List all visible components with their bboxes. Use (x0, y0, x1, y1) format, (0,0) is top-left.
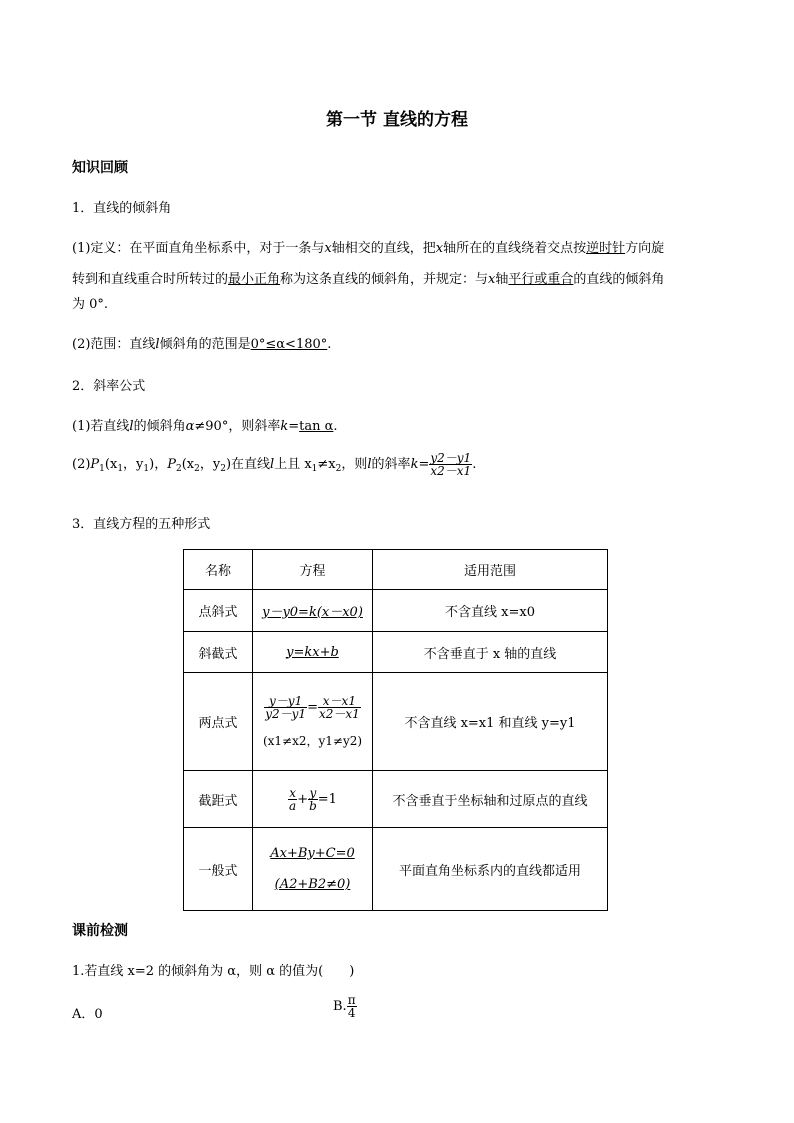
table-cell: y－y0=k(x－x0) (253, 590, 373, 632)
slope-fraction: $\frac{y2-y1}{x2-x1}$ (430, 451, 472, 478)
blank-answer: tan α (299, 419, 334, 434)
section-heading-review: 知识回顾 (72, 160, 128, 176)
option-b: B. $\frac{\pi}{4}$ (333, 993, 356, 1020)
table-header: 方程 (253, 550, 373, 590)
blank-answer: 平行或重合 (508, 272, 574, 287)
blank-answer: 0°≤α<180° (250, 337, 328, 352)
slope-line-2: $(2)P_1(x_1$，$y_1$)，$P_2(x_2$，$y_2$)在直线l上且 $x_1\ne x_2$，则l的斜率k= $\frac{y2-y1}{x2-x1}$ . (72, 451, 477, 478)
blank-answer: 最小正角 (228, 272, 281, 287)
table-cell: 一般式 (184, 828, 253, 911)
table-cell: 点斜式 (184, 590, 253, 632)
option-a: A．0 (72, 1007, 103, 1022)
slope-line-1: (1)若直线l的倾斜角α≠90°，则斜率k=tan α. (72, 419, 338, 434)
table-cell: 不含垂直于 x 轴的直线 (373, 632, 608, 673)
range-line: (2)范围：直线l倾斜角的范围是0°≤α<180°. (72, 337, 332, 352)
table-cell: 不含直线 x=x0 (373, 590, 608, 632)
table-header: 适用范围 (373, 550, 608, 590)
heading-five-forms: 3．直线方程的五种形式 (72, 517, 211, 532)
table-row (184, 673, 608, 771)
blank-answer: 逆时针 (586, 241, 626, 256)
table-cell: $\frac{y-y1}{y2-y1}$ = $\frac{x-x1}{x2-x1}$ (x1≠x2，y1≠y2) (253, 673, 373, 771)
definition-line-3: 为 0°. (72, 297, 109, 312)
table-cell: 不含垂直于坐标轴和过原点的直线 (373, 771, 608, 828)
table-row (184, 771, 608, 828)
table-row (184, 828, 608, 911)
table-row (184, 632, 608, 673)
page-title: 第一节 直线的方程 (326, 110, 468, 130)
table-cell: 平面直角坐标系内的直线都适用 (373, 828, 608, 911)
table-cell: 斜截式 (184, 632, 253, 673)
definition-line-2: 转到和直线重合时所转过的最小正角称为这条直线的倾斜角，并规定：与x轴平行或重合的直线的倾斜角 (72, 272, 665, 287)
question-1: 1.若直线 x=2 的倾斜角为 α，则 α 的值为( ) (72, 964, 355, 979)
section-heading-pretest: 课前检测 (72, 923, 128, 939)
line-forms-table (183, 549, 608, 911)
heading-slope: 2．斜率公式 (72, 379, 146, 394)
table-cell: 不含直线 x=x1 和直线 y=y1 (373, 673, 608, 771)
definition-line-1: (1)定义：在平面直角坐标系中，对于一条与x轴相交的直线，把x轴所在的直线绕着交点按逆时针方向旋 (72, 241, 665, 256)
table-cell: 截距式 (184, 771, 253, 828)
table-cell: Ax+By+C=0 (A2+B2≠0) (253, 828, 373, 911)
table-cell: 两点式 (184, 673, 253, 771)
table-row (184, 590, 608, 632)
table-header-row (184, 550, 608, 590)
heading-inclination: 1．直线的倾斜角 (72, 201, 172, 216)
table-cell: y=kx+b (253, 632, 373, 673)
table-header: 名称 (184, 550, 253, 590)
table-cell: $\frac{x}{a}$ + $\frac{y}{b}$ =1 (253, 771, 373, 828)
